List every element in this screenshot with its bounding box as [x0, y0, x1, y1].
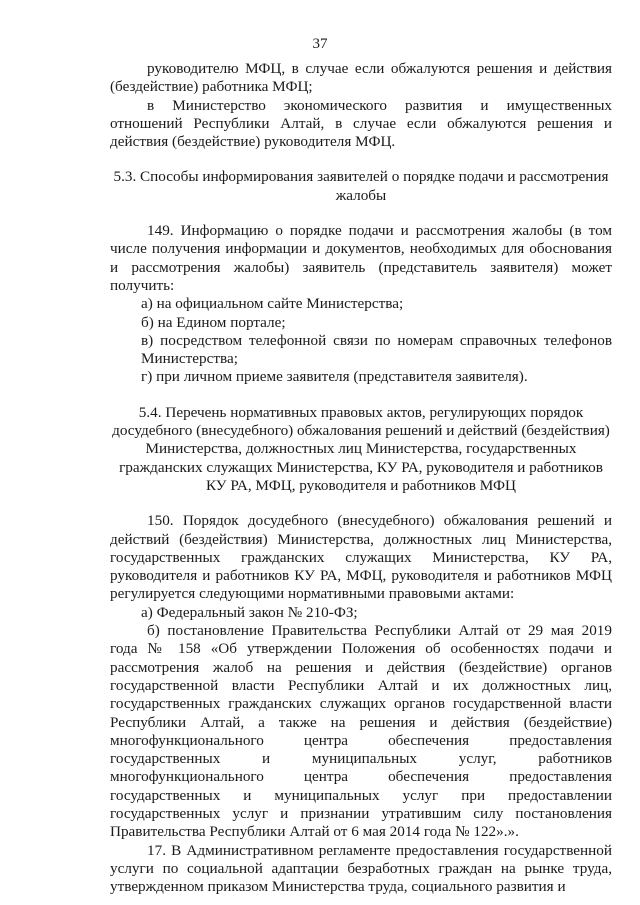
paragraph-149: 149. Информацию о порядке подачи и рассмотрения жалобы (в том числе получения информации и документов, необходимых для обоснования и рассмотрения жалобы) заявитель (представитель заявителя) может получить: [110, 222, 612, 294]
paragraph-149-a: а) на официальном сайте Министерства; [141, 295, 404, 313]
paragraph-ministry-economic-development: в Министерство экономического развития и имущественных отношений Республики Алтай, в случае если обжалуются решения и действия (бездействие) руководителя МФЦ. [110, 96, 612, 151]
paragraph-150: 150. Порядок досудебного (внесудебного) обжалования решений и действий (бездействия) Министерства, должностных лиц Министерства, государственных гражданских служащих Министерства, КУ РА, руководителя и работников КУ РА, МФЦ, руководителя и работников МФЦ регулируется следующими нормативными правовыми актами: [110, 512, 612, 603]
paragraph-mfc-head: руководителю МФЦ, в случае если обжалуются решения и действия (бездействие) работника МФЦ; [110, 60, 612, 96]
heading-5-3: 5.3. Способы информирования заявителей о порядке подачи и рассмотрения жалобы [113, 168, 609, 204]
paragraph-149-v: в) посредством телефонной связи по номерам справочных телефонов Министерства; [141, 331, 612, 368]
paragraph-149-b: б) на Едином портале; [141, 313, 286, 331]
heading-5-4: 5.4. Перечень нормативных правовых актов, регулирующих порядок досудебного (внесудебного) обжалования решений и действий (бездействия) Министерства, должностных лиц Министерства, государственных гражданских служащих Министерства, КУ РА, руководителя и работников КУ РА, МФЦ, руководителя и работников МФЦ [112, 403, 610, 494]
paragraph-150-a: а) Федеральный закон № 210-ФЗ; [141, 603, 358, 621]
paragraph-150-b: б) постановление Правительства Республики Алтай от 29 мая 2019 года № 158 «Об утверждении Положения об особенностях подачи и рассмотрения жалоб на решения и действия (бездействие) органов государственной власти Республики Алтай и их должностных лиц, государственных гражданских служащих органов государственной власти Республики Алтай, а также на решения и действия (бездействие) многофункционального центра обеспечения предоставления государственных и муниципальных услуг, работников многофункционального центра обеспечения предоставления государственных и муниципальных услуг при предоставлении государственных услуг и признании утратившим силу постановления Правительства Республики Алтай от 6 мая 2014 года № 122».». [110, 622, 612, 841]
page-number: 37 [312, 36, 328, 52]
paragraph-149-g: г) при личном приеме заявителя (представителя заявителя). [141, 368, 528, 386]
page-content [110, 60, 612, 896]
paragraph-17: 17. В Административном регламенте предоставления государственной услуги по социальной адаптации безработных граждан на рынке труда, утвержденном приказом Министерства труда, социального развития и [110, 841, 612, 896]
